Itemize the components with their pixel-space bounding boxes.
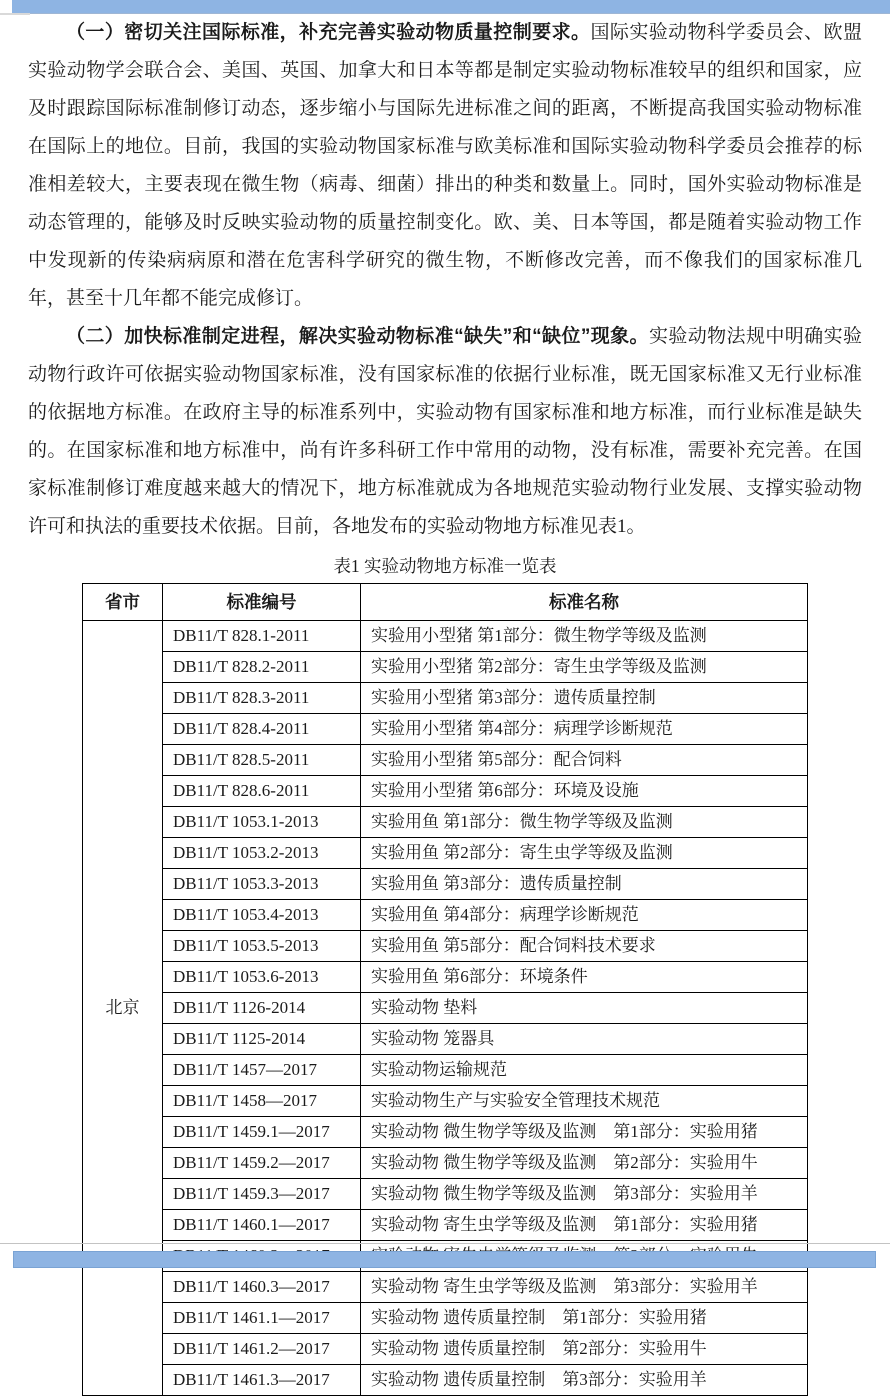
table-row: [83, 714, 808, 745]
standard-name-cell: 实验动物 遗传质量控制 第1部分：实验用猪: [361, 1303, 808, 1334]
standard-code-cell: DB11/T 1459.2—2017: [163, 1148, 361, 1179]
standard-name-cell: 实验用鱼 第3部分：遗传质量控制: [361, 869, 808, 900]
standard-name-cell: 实验用鱼 第5部分：配合饲料技术要求: [361, 931, 808, 962]
standard-code-cell: DB11/T 1053.6-2013: [163, 962, 361, 993]
standard-name-cell: 实验动物 遗传质量控制 第3部分：实验用羊: [361, 1365, 808, 1396]
standard-name-cell: 实验动物 寄生虫学等级及监测 第1部分：实验用猪: [361, 1210, 808, 1241]
table-row: [83, 745, 808, 776]
standards-table-body: [83, 621, 808, 1396]
table-row: [83, 1148, 808, 1179]
standard-name-cell: 实验用小型猪 第3部分：遗传质量控制: [361, 683, 808, 714]
paragraph-standard-setting: [28, 318, 862, 546]
standard-code-cell: DB11/T 1053.5-2013: [163, 931, 361, 962]
document-content: [28, 14, 862, 1396]
standard-code-cell: DB11/T 1460.1—2017: [163, 1210, 361, 1241]
paragraph-1-bold-lead: （一）密切关注国际标准，补充完善实验动物质量控制要求。: [66, 22, 591, 43]
standard-code-cell: DB11/T 1461.2—2017: [163, 1334, 361, 1365]
top-bar-shadow-line: [0, 13, 30, 15]
standard-name-cell: 实验用鱼 第1部分：微生物学等级及监测: [361, 807, 808, 838]
paragraph-2-bold-lead: （二）加快标准制定进程，解决实验动物标准“缺失”和“缺位”现象。: [66, 326, 649, 347]
table-row: [83, 1179, 808, 1210]
paragraph-international-standards: [28, 14, 862, 318]
table-row: [83, 931, 808, 962]
table-row: [83, 683, 808, 714]
header-province: 省市: [83, 584, 163, 621]
standard-code-cell: DB11/T 1053.4-2013: [163, 900, 361, 931]
standard-name-cell: 实验用鱼 第4部分：病理学诊断规范: [361, 900, 808, 931]
standard-name-cell: 实验用小型猪 第1部分：微生物学等级及监测: [361, 621, 808, 652]
table-header-row: [83, 584, 808, 621]
table-row: [83, 807, 808, 838]
province-cell: 北京: [83, 621, 163, 1396]
standard-code-cell: DB11/T 1125-2014: [163, 1024, 361, 1055]
table-row: [83, 1117, 808, 1148]
table-row: [83, 869, 808, 900]
standard-code-cell: DB11/T 1461.1—2017: [163, 1303, 361, 1334]
standard-code-cell: DB11/T 1461.3—2017: [163, 1365, 361, 1396]
standard-code-cell: DB11/T 828.4-2011: [163, 714, 361, 745]
table-row: [83, 993, 808, 1024]
standard-code-cell: DB11/T 1459.1—2017: [163, 1117, 361, 1148]
standard-name-cell: 实验动物 遗传质量控制 第2部分：实验用牛: [361, 1334, 808, 1365]
standard-name-cell: 实验动物生产与实验安全管理技术规范: [361, 1086, 808, 1117]
table-row: [83, 1086, 808, 1117]
standard-name-cell: 实验动物 寄生虫学等级及监测 第3部分：实验用羊: [361, 1272, 808, 1303]
standard-name-cell: 实验用小型猪 第4部分：病理学诊断规范: [361, 714, 808, 745]
standard-code-cell: DB11/T 1460.3—2017: [163, 1272, 361, 1303]
table-row: [83, 900, 808, 931]
table-row: [83, 1055, 808, 1086]
header-standard-code: 标准编号: [163, 584, 361, 621]
standard-code-cell: DB11/T 828.3-2011: [163, 683, 361, 714]
standard-code-cell: DB11/T 828.5-2011: [163, 745, 361, 776]
standard-name-cell: 实验动物 微生物学等级及监测 第2部分：实验用牛: [361, 1148, 808, 1179]
top-decorative-bar: [12, 0, 890, 13]
standard-name-cell: 实验动物 微生物学等级及监测 第3部分：实验用羊: [361, 1179, 808, 1210]
standard-code-cell: DB11/T 1459.3—2017: [163, 1179, 361, 1210]
standard-name-cell: 实验用小型猪 第5部分：配合饲料: [361, 745, 808, 776]
standard-code-cell: DB11/T 1458—2017: [163, 1086, 361, 1117]
table-row: [83, 621, 808, 652]
standard-code-cell: DB11/T 1126-2014: [163, 993, 361, 1024]
standard-name-cell: 实验动物 垫料: [361, 993, 808, 1024]
standard-name-cell: 实验动物运输规范: [361, 1055, 808, 1086]
paragraph-1-body-text: 国际实验动物科学委员会、欧盟实验动物学会联合会、美国、英国、加拿大和日本等都是制定实验动物标准较早的组织和国家，应及时跟踪国际标准制修订动态，逐步缩小与国际先进标准之间的距离，不断提高我国实验动物标准在国际上的地位。目前，我国的实验动物国家标准与欧美标准和国际实验动物科学委员会推荐的标准相差较大，主要表现在微生物（病毒、细菌）排出的种类和数量上。同时，国外实验动物标准是动态管理的，能够及时反映实验动物的质量控制变化。欧、美、日本等国，都是随着实验动物工作中发现新的传染病病原和潜在危害科学研究的微生物，不断修改完善，而不像我们的国家标准几年，甚至十几年都不能完成修订。: [28, 22, 862, 309]
standard-code-cell: DB11/T 828.6-2011: [163, 776, 361, 807]
standard-name-cell: 实验动物 微生物学等级及监测 第1部分：实验用猪: [361, 1117, 808, 1148]
table-row: [83, 962, 808, 993]
standard-code-cell: DB11/T 1053.3-2013: [163, 869, 361, 900]
standard-name-cell: 实验动物 笼器具: [361, 1024, 808, 1055]
standard-name-cell: 实验用小型猪 第2部分：寄生虫学等级及监测: [361, 652, 808, 683]
table-row: [83, 1210, 808, 1241]
table-row: [83, 1303, 808, 1334]
table-row: [83, 1024, 808, 1055]
standard-code-cell: DB11/T 828.1-2011: [163, 621, 361, 652]
table-caption: 表1 实验动物地方标准一览表: [333, 556, 557, 576]
standard-name-cell: 实验用小型猪 第6部分：环境及设施: [361, 776, 808, 807]
standard-code-cell: DB11/T 828.2-2011: [163, 652, 361, 683]
header-standard-name: 标准名称: [361, 584, 808, 621]
bottom-rule-line: [0, 1243, 890, 1244]
standard-code-cell: DB11/T 1053.2-2013: [163, 838, 361, 869]
standard-name-cell: 实验用鱼 第2部分：寄生虫学等级及监测: [361, 838, 808, 869]
table-row: [83, 776, 808, 807]
table-row: [83, 652, 808, 683]
table-row: [83, 838, 808, 869]
table-row: [83, 1272, 808, 1303]
local-standards-table: [82, 583, 808, 1396]
standard-name-cell: 实验用鱼 第6部分：环境条件: [361, 962, 808, 993]
table-row: [83, 1365, 808, 1396]
table-row: [83, 1334, 808, 1365]
paragraph-2-body-text: 实验动物法规中明确实验动物行政许可依据实验动物国家标准，没有国家标准的依据行业标准，既无国家标准又无行业标准的依据地方标准。在政府主导的标准系列中，实验动物有国家标准和地方标准，而行业标准是缺失的。在国家标准和地方标准中，尚有许多科研工作中常用的动物，没有标准，需要补充完善。在国家标准制修订难度越来越大的情况下，地方标准就成为各地规范实验动物行业发展、支撑实验动物许可和执法的重要技术依据。目前，各地发布的实验动物地方标准见表1。: [28, 326, 862, 537]
bottom-decorative-bar: [13, 1251, 876, 1268]
standard-code-cell: DB11/T 1053.1-2013: [163, 807, 361, 838]
standard-code-cell: DB11/T 1457—2017: [163, 1055, 361, 1086]
